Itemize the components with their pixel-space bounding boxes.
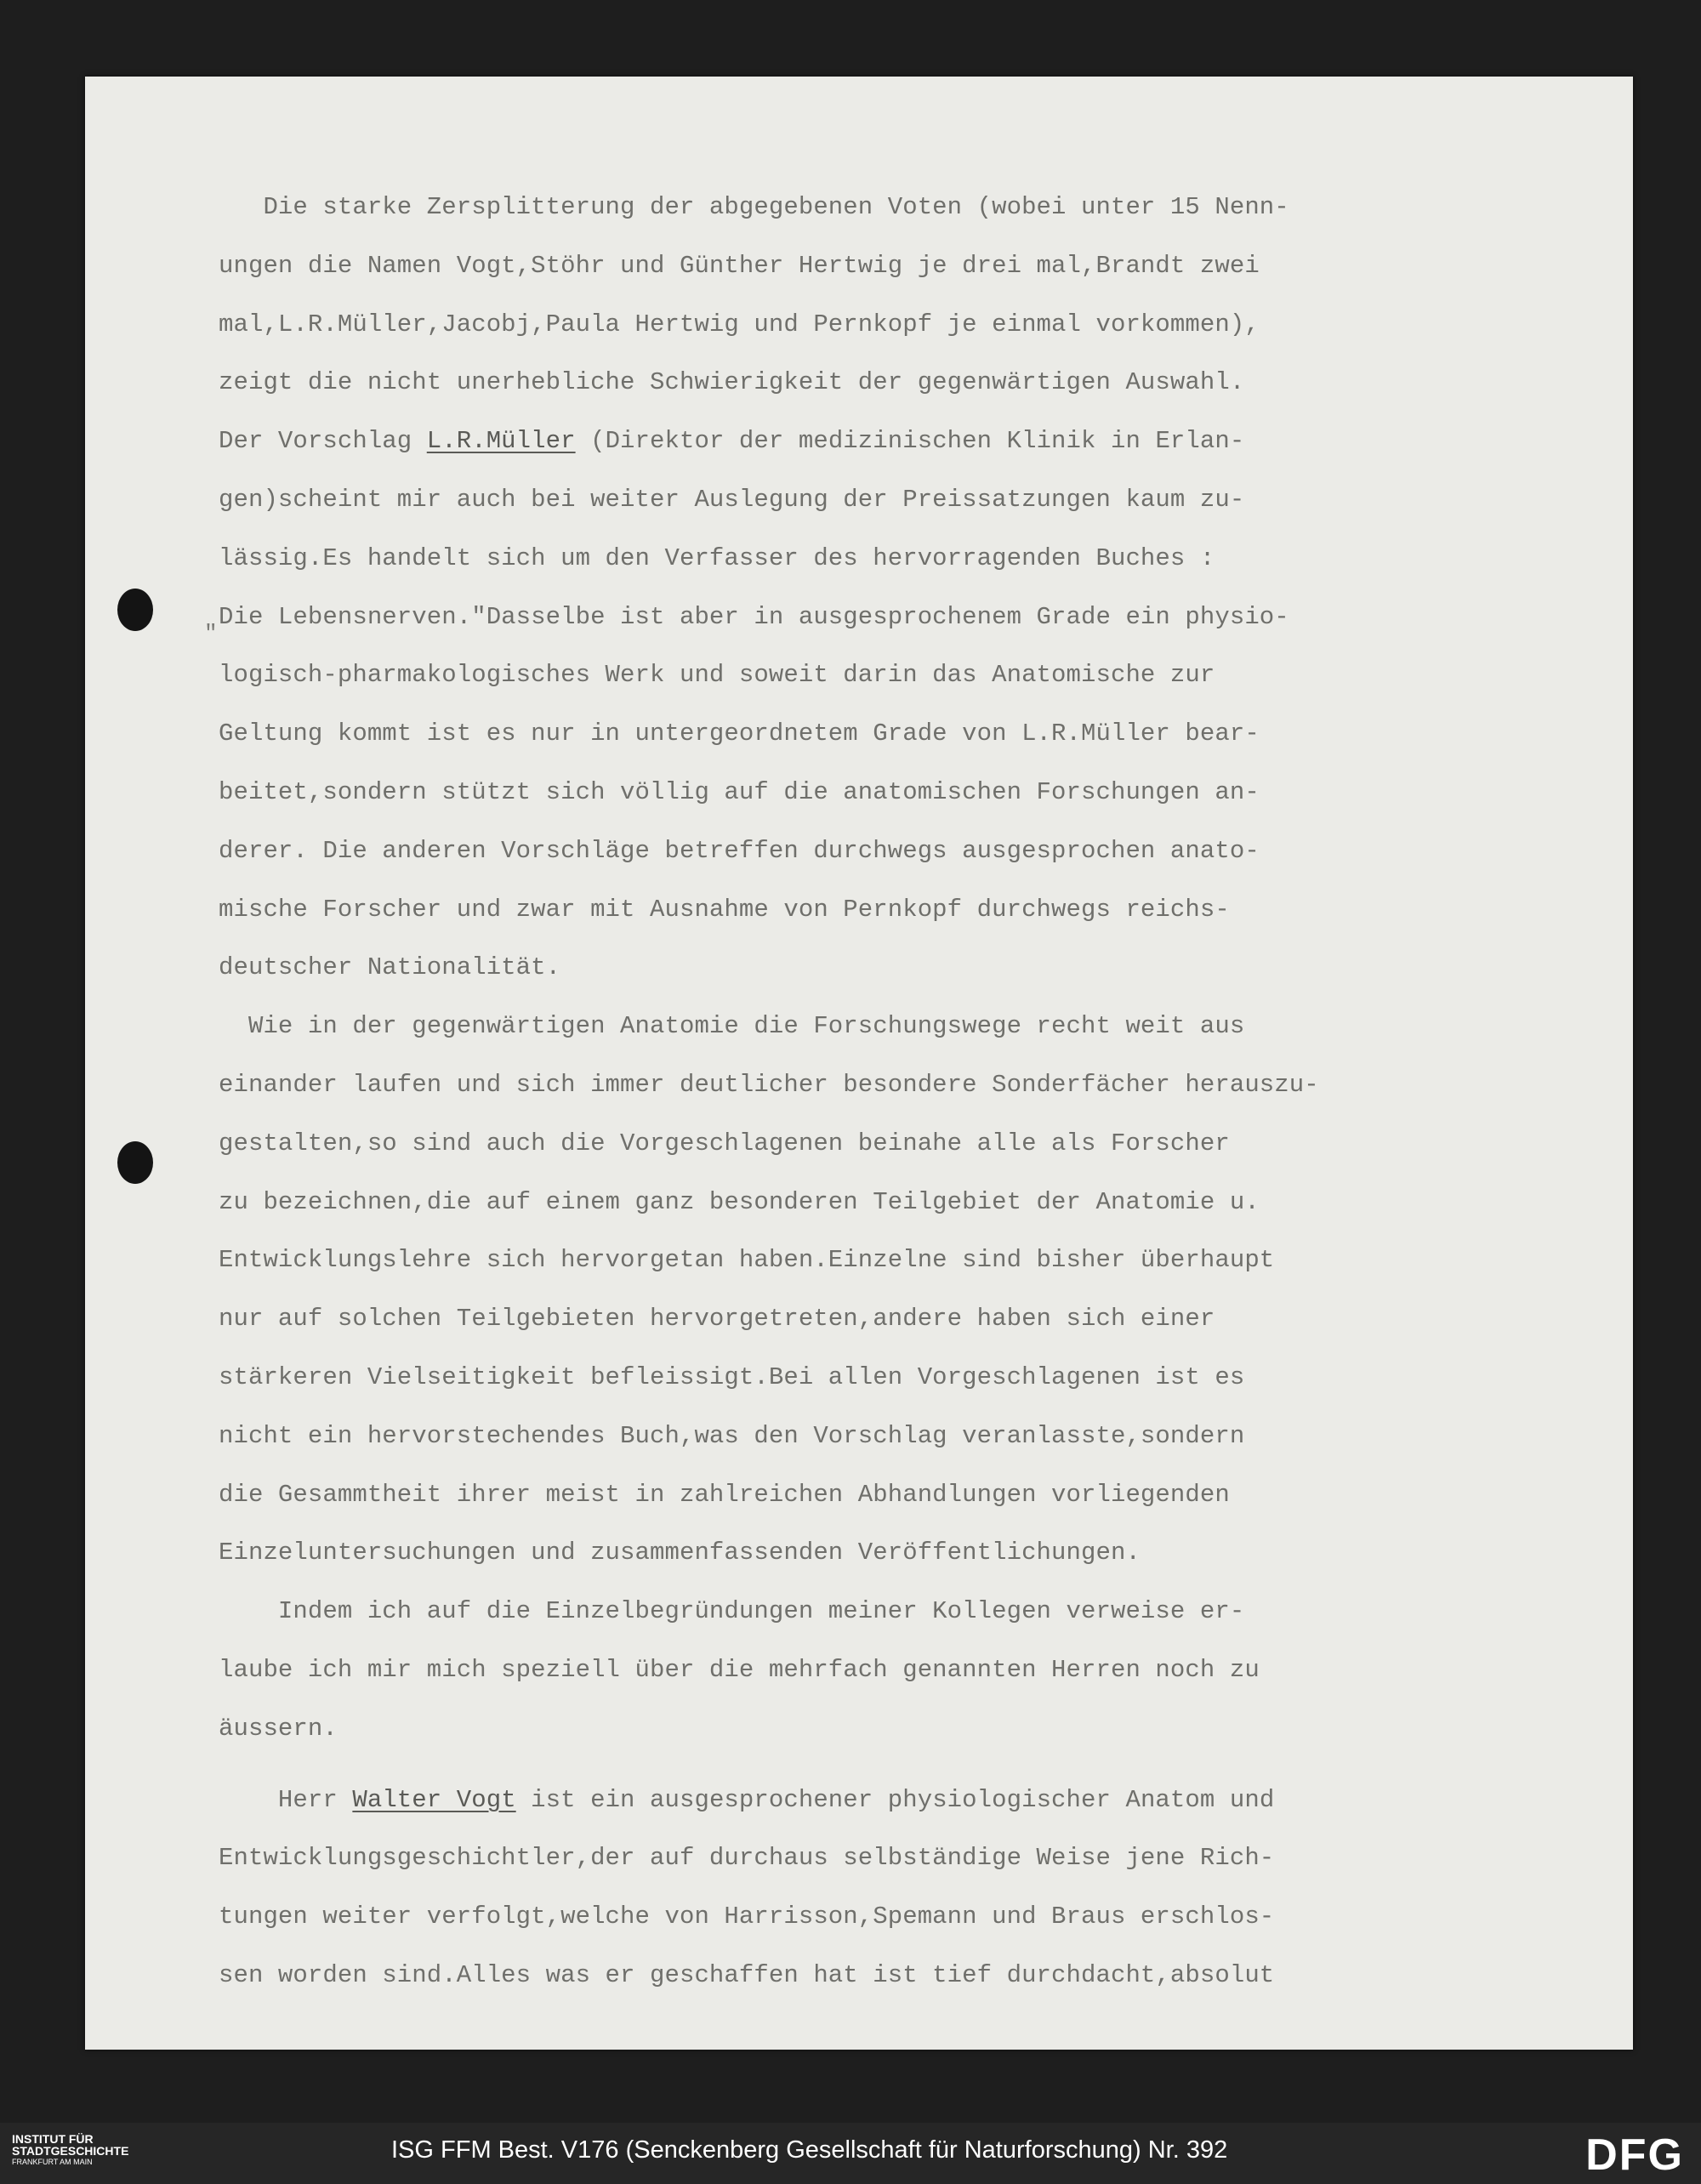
text-line: laube ich mir mich speziell über die mehrfach genannten Herren noch zu [219,1655,1260,1684]
text-segment: ist ein ausgesprochener physiologischer Anatom und [515,1785,1275,1814]
text-line: logisch-pharmakologisches Werk und soweit darin das Anatomische zur [219,661,1215,690]
text-line: gen)scheint mir auch bei weiter Auslegung der Preissatzungen kaum zu- [219,485,1245,514]
text-line: zu bezeichnen,die auf einem ganz besonderen Teilgebiet der Anatomie u. [219,1187,1260,1216]
typewritten-text [219,179,1630,2005]
text-line: Indem ich auf die Einzelbegründungen meiner Kollegen verweise er- [219,1597,1245,1626]
text-line: stärkeren Vielseitigkeit befleissigt.Bei allen Vorgeschlagenen ist es [219,1362,1245,1391]
underlined-name-mueller: L.R.Müller [426,427,576,456]
institution-logo [12,2133,128,2167]
punch-hole-bottom [117,1141,153,1184]
archive-footer-bar [0,2123,1701,2184]
text-line: Geltung kommt ist es nur in untergeordnetem Grade von L.R.Müller bear- [219,719,1260,748]
text-segment: (Direktor der medizinischen Klinik in Erlan- [575,427,1245,456]
text-line: Einzeluntersuchungen und zusammenfassenden Veröffentlichungen. [219,1538,1141,1567]
institution-line: STADTGESCHICHTE [12,2144,129,2158]
punch-hole-top [117,589,153,631]
text-line [219,412,1630,471]
text-line: sen worden sind.Alles was er geschaffen hat ist tief durchdacht,absolut [219,1960,1275,1989]
text-line: lässig.Es handelt sich um den Verfasser des hervorragenden Buches : [219,543,1215,572]
text-line: tungen weiter verfolgt,welche von Harrisson,Spemann und Braus erschlos- [219,1902,1275,1931]
text-line: Die starke Zersplitterung der abgegebenen Voten (wobei unter 15 Nenn- [219,193,1289,221]
text-line: gestalten,so sind auch die Vorgeschlagenen beinahe alle als Forscher [219,1129,1230,1157]
paragraph-gap [219,1759,1630,1772]
text-line: zeigt die nicht unerhebliche Schwierigkeit der gegenwärtigen Auswahl. [219,368,1245,397]
text-line: Die Lebensnerven."Dasselbe ist aber in ausgesprochenem Grade ein physio- [219,602,1289,631]
margin-mark: " [204,621,218,646]
text-line: mal,L.R.Müller,Jacobj,Paula Hertwig und Pernkopf je einmal vorkommen), [219,310,1260,338]
text-line: mische Forscher und zwar mit Ausnahme von Pernkopf durchwegs reichs- [219,895,1230,924]
institution-line: INSTITUT FÜR [12,2132,94,2146]
text-line: derer. Die anderen Vorschläge betreffen durchwegs ausgesprochen anato- [219,836,1260,865]
archive-caption: ISG FFM Best. V176 (Senckenberg Gesellschaft für Naturforschung) Nr. 392 [391,2136,1228,2164]
text-line: Entwicklungslehre sich hervorgetan haben.Einzelne sind bisher überhaupt [219,1246,1275,1275]
text-segment: Der Vorschlag [219,427,427,456]
institution-subline: FRANKFURT AM MAIN [12,2158,93,2166]
underlined-name-vogt: Walter Vogt [352,1785,516,1814]
text-line: beitet,sondern stützt sich völlig auf die anatomischen Forschungen an- [219,777,1260,806]
text-line: die Gesammtheit ihrer meist in zahlreichen Abhandlungen vorliegenden [219,1480,1230,1509]
text-line [219,1772,1630,1830]
text-line: Entwicklungsgeschichtler,der auf durchaus selbständige Weise jene Rich- [219,1844,1275,1873]
text-line: äussern. [219,1714,338,1743]
text-segment: Herr [219,1785,353,1814]
text-line: Wie in der gegenwärtigen Anatomie die Forschungswege recht weit aus [219,1012,1245,1041]
document-page [85,77,1633,2050]
text-line: einander laufen und sich immer deutlicher besondere Sonderfächer herauszu- [219,1070,1319,1099]
text-line: nur auf solchen Teilgebieten hervorgetreten,andere haben sich einer [219,1305,1215,1334]
dfg-logo: DFG [1585,2130,1684,2180]
text-line: deutscher Nationalität. [219,953,561,982]
text-line: ungen die Namen Vogt,Stöhr und Günther Hertwig je drei mal,Brandt zwei [219,251,1260,280]
text-line: nicht ein hervorstechendes Buch,was den Vorschlag veranlasste,sondern [219,1421,1245,1450]
